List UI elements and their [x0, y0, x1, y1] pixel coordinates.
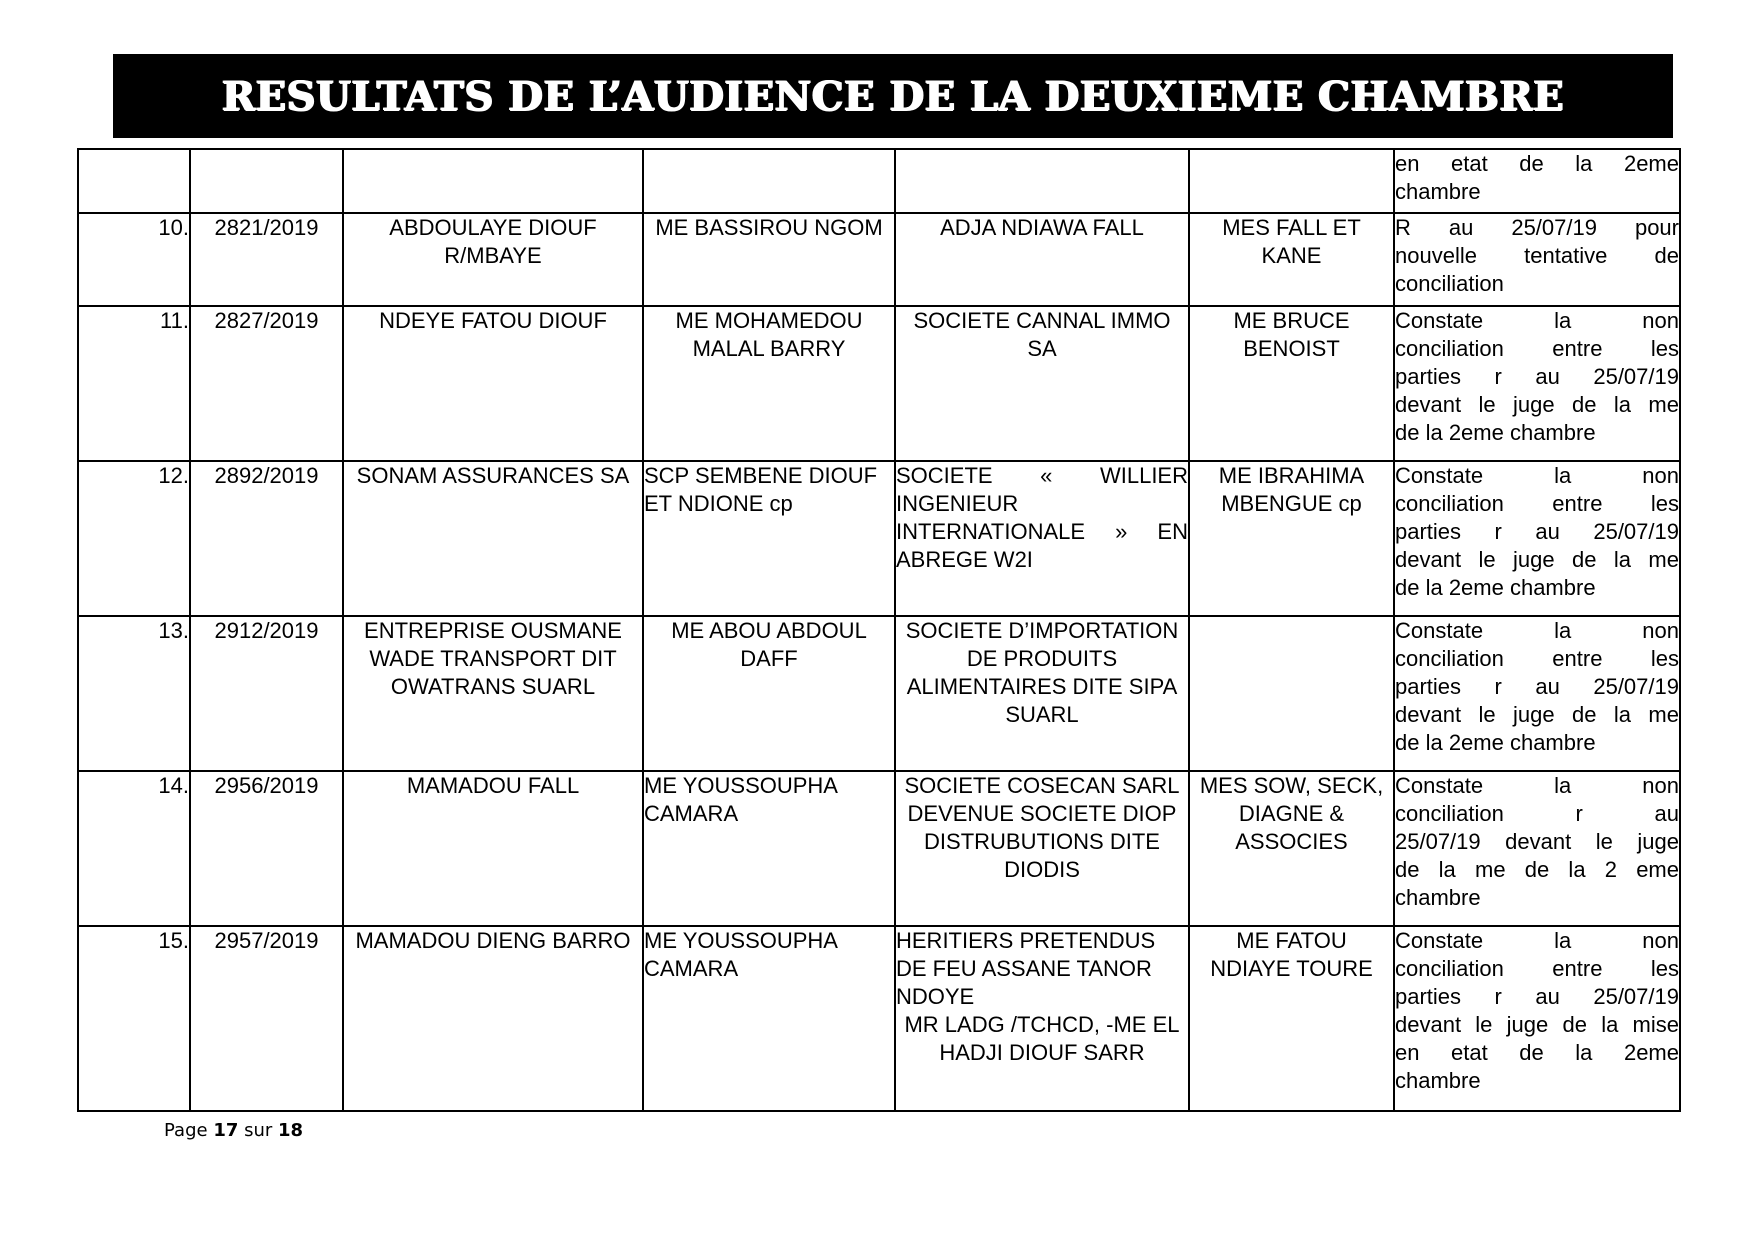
- defendeur-line: DIODIS: [1004, 857, 1080, 882]
- decision-line: devant le juge de la mise: [1395, 1012, 1679, 1037]
- avocat-demandeur-line: SCP SEMBENE DIOUF: [644, 463, 878, 488]
- demandeur-cell: [343, 926, 643, 1111]
- avocat-demandeur-cell: [643, 461, 895, 616]
- defendeur-line: SOCIETE CANNAL IMMO: [913, 308, 1171, 333]
- ref-cell: 2912/2019: [190, 616, 343, 771]
- avocat-demandeur-line: CAMARA: [644, 801, 739, 826]
- decision-line: 25/07/19 devant le juge: [1395, 829, 1679, 854]
- row-number: 13.: [78, 616, 190, 771]
- decision-line: nouvelle tentative de: [1395, 243, 1679, 268]
- defendeur-line: SUARL: [1005, 702, 1079, 727]
- table-row: [78, 926, 1680, 1111]
- demandeur-line: MAMADOU DIENG BARRO: [355, 928, 631, 953]
- table-row: [78, 771, 1680, 926]
- decision-line: chambre: [1395, 1068, 1481, 1093]
- page-label: Page: [164, 1120, 208, 1141]
- decision-line: conciliation entre les: [1395, 491, 1679, 516]
- avocat-defendeur-cell: [1189, 213, 1394, 306]
- title-banner: [113, 54, 1673, 138]
- avocat-defendeur-cell: [1189, 149, 1394, 213]
- decision-line: Constate la non: [1395, 463, 1679, 488]
- row-number: 11.: [78, 306, 190, 461]
- results-table: [77, 148, 1681, 1112]
- decision-line: conciliation entre les: [1395, 956, 1679, 981]
- avocat-demandeur-line: ME YOUSSOUPHA: [644, 928, 838, 953]
- decision-line: parties r au 25/07/19: [1395, 674, 1679, 699]
- sur-label: sur: [244, 1120, 273, 1141]
- rows-body: [78, 213, 1680, 1111]
- avocat-defendeur-line: ME FATOU: [1236, 928, 1347, 953]
- decision-line: Constate la non: [1395, 773, 1679, 798]
- decision-cell: [1394, 616, 1680, 771]
- decision-cell: [1394, 213, 1680, 306]
- defendeur-line: DE PRODUITS: [966, 646, 1118, 671]
- avocat-demandeur-line: ME ABOU ABDOUL: [671, 618, 867, 643]
- decision-line: Constate la non: [1395, 928, 1679, 953]
- avocat-defendeur-line: BENOIST: [1243, 336, 1340, 361]
- decision-line: parties r au 25/07/19: [1395, 519, 1679, 544]
- row-number: 15.: [78, 926, 190, 1111]
- avocat-demandeur-cell: [643, 616, 895, 771]
- page-title: RESULTATS DE L’AUDIENCE DE LA DEUXIEME CHAMBRE: [221, 72, 1565, 120]
- avocat-demandeur-line: DAFF: [740, 646, 798, 671]
- row-number: 14.: [78, 771, 190, 926]
- demandeur-line: R/MBAYE: [444, 243, 542, 268]
- table-row-continuation: [78, 149, 1680, 213]
- decision-line: chambre: [1395, 179, 1481, 204]
- defendeur-cell: [895, 213, 1189, 306]
- avocat-defendeur-cell: [1189, 926, 1394, 1111]
- demandeur-line: NDEYE FATOU DIOUF: [379, 308, 607, 333]
- demandeur-line: WADE TRANSPORT DIT: [369, 646, 617, 671]
- decision-cell: [1394, 771, 1680, 926]
- decision-line: en etat de la 2eme: [1395, 151, 1679, 176]
- table-row: [78, 213, 1680, 306]
- defendeur-line: DISTRUBUTIONS DITE: [924, 829, 1160, 854]
- decision-line: R au 25/07/19 pour: [1395, 215, 1679, 240]
- avocat-defendeur-line: ME BRUCE: [1233, 308, 1350, 333]
- defendeur-line: DE FEU ASSANE TANOR: [896, 956, 1152, 981]
- avocat-demandeur-line: MALAL BARRY: [692, 336, 846, 361]
- defendeur-line: MR LADG /TCHCD, -ME EL: [904, 1012, 1180, 1037]
- defendeur-line: HERITIERS PRETENDUS: [896, 928, 1156, 953]
- demandeur-cell: [343, 213, 643, 306]
- decision-line: parties r au 25/07/19: [1395, 364, 1679, 389]
- ref-cell: 2957/2019: [190, 926, 343, 1111]
- demandeur-cell: [343, 616, 643, 771]
- decision-line: conciliation entre les: [1395, 336, 1679, 361]
- demandeur-cell: [343, 149, 643, 213]
- decision-cell: [1394, 461, 1680, 616]
- decision-line: devant le juge de la me: [1395, 547, 1679, 572]
- decision-line: de la me de la 2 eme: [1395, 857, 1679, 882]
- decision-line: Constate la non: [1395, 618, 1679, 643]
- demandeur-cell: [343, 306, 643, 461]
- decision-line: devant le juge de la me: [1395, 392, 1679, 417]
- avocat-defendeur-line: KANE: [1261, 243, 1322, 268]
- ref-cell: 2956/2019: [190, 771, 343, 926]
- defendeur-line: NDOYE: [896, 984, 975, 1009]
- demandeur-cell: [343, 771, 643, 926]
- avocat-defendeur-cell: [1189, 771, 1394, 926]
- ref-cell: 2892/2019: [190, 461, 343, 616]
- avocat-demandeur-cell: [643, 213, 895, 306]
- page-total: 18: [278, 1120, 304, 1141]
- defendeur-line: DEVENUE SOCIETE DIOP: [907, 801, 1177, 826]
- decision-line: conciliation r au: [1395, 801, 1679, 826]
- demandeur-line: OWATRANS SUARL: [390, 674, 596, 699]
- table-row: [78, 616, 1680, 771]
- decision-line: conciliation: [1395, 271, 1504, 296]
- ref-cell: 2821/2019: [190, 213, 343, 306]
- decision-line: parties r au 25/07/19: [1395, 984, 1679, 1009]
- decision-line: devant le juge de la me: [1395, 702, 1679, 727]
- ref-cell: [190, 149, 343, 213]
- decision-cell: [1394, 306, 1680, 461]
- avocat-defendeur-line: ME IBRAHIMA: [1218, 463, 1365, 488]
- avocat-demandeur-line: ET NDIONE cp: [644, 491, 793, 516]
- avocat-demandeur-cell: [643, 149, 895, 213]
- table-row: [78, 461, 1680, 616]
- table-row: [78, 306, 1680, 461]
- defendeur-line: HADJI DIOUF SARR: [939, 1040, 1145, 1065]
- row-number: 12.: [78, 461, 190, 616]
- decision-line: de la 2eme chambre: [1395, 730, 1596, 755]
- avocat-defendeur-line: DIAGNE &: [1238, 801, 1345, 826]
- decision-line: chambre: [1395, 885, 1481, 910]
- avocat-defendeur-line: ASSOCIES: [1235, 829, 1348, 854]
- decision-line: de la 2eme chambre: [1395, 420, 1596, 445]
- decision-cell: [1394, 149, 1680, 213]
- ref-cell: 2827/2019: [190, 306, 343, 461]
- avocat-demandeur-line: ME YOUSSOUPHA: [644, 773, 838, 798]
- demandeur-cell: [343, 461, 643, 616]
- decision-line: conciliation entre les: [1395, 646, 1679, 671]
- defendeur-line: SOCIETE COSECAN SARL: [904, 773, 1180, 798]
- avocat-defendeur-line: MES FALL ET: [1222, 215, 1361, 240]
- defendeur-line: SA: [1027, 336, 1057, 361]
- row-number: 10.: [78, 213, 190, 306]
- defendeur-line: INGENIEUR: [896, 491, 1019, 516]
- avocat-demandeur-cell: [643, 771, 895, 926]
- avocat-defendeur-cell: [1189, 306, 1394, 461]
- demandeur-line: ENTREPRISE OUSMANE: [364, 618, 622, 643]
- demandeur-line: MAMADOU FALL: [406, 773, 580, 798]
- page-current: 17: [213, 1120, 239, 1141]
- defendeur-line: ADJA NDIAWA FALL: [940, 215, 1144, 240]
- demandeur-line: ABDOULAYE DIOUF: [389, 215, 597, 240]
- demandeur-line: SONAM ASSURANCES SA: [356, 463, 630, 488]
- avocat-defendeur-cell: [1189, 461, 1394, 616]
- avocat-demandeur-line: CAMARA: [644, 956, 739, 981]
- avocat-defendeur-cell: [1189, 616, 1394, 771]
- decision-line: Constate la non: [1395, 308, 1679, 333]
- avocat-demandeur-line: ME MOHAMEDOU: [675, 308, 863, 333]
- avocat-demandeur-cell: [643, 926, 895, 1111]
- defendeur-cell: [895, 149, 1189, 213]
- avocat-defendeur-line: MES SOW, SECK,: [1199, 773, 1384, 798]
- num-cell: [78, 149, 190, 213]
- defendeur-cell: [895, 926, 1189, 1111]
- defendeur-line: SOCIETE « WILLIER: [896, 463, 1188, 488]
- page-footer: [164, 1120, 303, 1141]
- defendeur-line: ALIMENTAIRES DITE SIPA: [906, 674, 1178, 699]
- decision-cell: [1394, 926, 1680, 1111]
- decision-line: de la 2eme chambre: [1395, 575, 1596, 600]
- defendeur-line: SOCIETE D’IMPORTATION: [905, 618, 1179, 643]
- defendeur-line: ABREGE W2I: [896, 547, 1033, 572]
- defendeur-cell: [895, 771, 1189, 926]
- defendeur-cell: [895, 306, 1189, 461]
- defendeur-line: INTERNATIONALE » EN: [896, 519, 1188, 544]
- avocat-demandeur-line: ME BASSIROU NGOM: [655, 215, 883, 240]
- avocat-defendeur-line: NDIAYE TOURE: [1210, 956, 1373, 981]
- defendeur-cell: [895, 461, 1189, 616]
- decision-line: en etat de la 2eme: [1395, 1040, 1679, 1065]
- defendeur-cell: [895, 616, 1189, 771]
- avocat-demandeur-cell: [643, 306, 895, 461]
- avocat-defendeur-line: MBENGUE cp: [1221, 491, 1362, 516]
